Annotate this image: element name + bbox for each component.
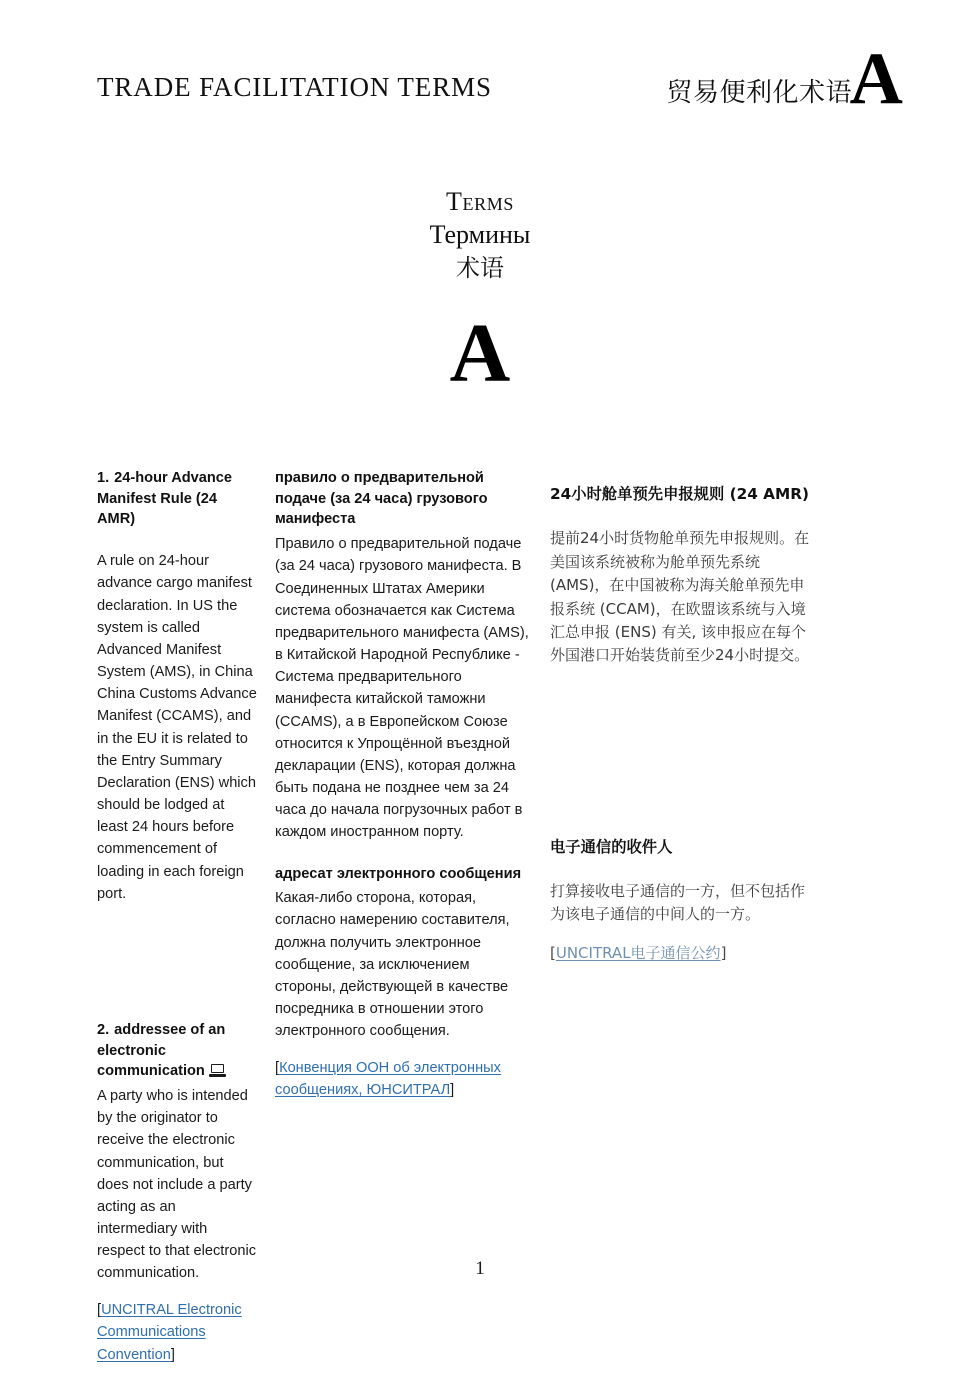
source-2-bracket-close-english: ] — [170, 1346, 175, 1363]
source-2-link-chinese[interactable]: UNCITRAL电子通信公约 — [555, 943, 721, 962]
definition-1-chinese: 提前24小时货物舱单预先申报规则。在美国该系统被称为舱单预先系统 (AMS)，在中国被称为海关舱单预先申报系统 (CCAM)，在欧盟该系统与入境汇总申报 (ENS) 有关, 该申报应在每个外国港口开始装货前至少24小时提交。 — [550, 529, 810, 665]
term-2-russian: адресат электронного сообщения — [275, 865, 522, 882]
glossary-entry-1-english — [97, 468, 257, 905]
term-1-english — [97, 468, 257, 530]
term-1-russian: правило о предварительной подаче (за 24 часа) грузового манифеста — [275, 470, 488, 528]
term-1-number: 1. — [97, 470, 110, 486]
column-english — [0, 468, 275, 1380]
glossary-entry-2-chinese — [550, 836, 810, 965]
source-2-english — [97, 1299, 257, 1366]
term-2-label-english: addressee of an electronic communication — [97, 1021, 226, 1080]
glossary-columns — [0, 468, 960, 1380]
term-2-chinese: 电子通信的收件人 — [550, 837, 673, 856]
source-2-link-russian[interactable]: Конвенция ООН об электронных сообщениях, ЮНСИТРАЛ — [275, 1060, 501, 1099]
laptop-icon — [209, 1064, 226, 1077]
laptop-base — [209, 1074, 226, 1076]
source-2-bracket-open-english: [ — [97, 1302, 102, 1319]
section-title-english: Terms — [446, 187, 514, 216]
running-title-chinese: 贸易便利化术语 — [666, 78, 852, 108]
page-number: 1 — [475, 1258, 485, 1279]
term-1-label-english: 24-hour Advance Manifest Rule (24 AMR) — [97, 470, 233, 528]
source-2-chinese — [550, 942, 810, 965]
definition-2-chinese: 打算接收电子通信的一方，但不包括作为该电子通信的中间人的一方。 — [550, 881, 806, 924]
section-title-russian: Термины — [429, 220, 531, 250]
source-2-link-english[interactable]: UNCITRAL Electronic Communications Convention — [97, 1302, 242, 1363]
term-2-english — [97, 1020, 257, 1082]
column-russian — [275, 468, 550, 1380]
term-1-chinese: 24小时舱单预先申报规则 (24 AMR) — [550, 485, 810, 504]
glossary-entry-1-russian — [275, 468, 532, 844]
definition-1-russian: Правило о предварительной подаче (за 24 часа) грузового манифеста. В Соединенных Штатах Америки система обозначается как Система предварительного манифеста (AMS), в Китайской Народной Республике - Система предварительного манифеста китайской таможни (CCAMS), а в Европейском Союзе относится к Упрощённой въездной декларации (ENS), которая должна быть подана не позднее чем за 24 часа до начала погрузочных работ в каждом иностранном порту. — [275, 536, 529, 841]
glossary-entry-2-russian — [275, 864, 532, 1102]
definition-2-english: A party who is intended by the originator to receive the electronic communication, but does not include a party acting as an intermediary with respect to that electronic communication. — [97, 1088, 256, 1282]
term-2-number: 2. — [97, 1021, 110, 1038]
source-2-russian — [275, 1057, 532, 1101]
source-2-bracket-open-chinese: [ — [550, 943, 556, 962]
source-2-bracket-close-chinese: ] — [720, 943, 727, 962]
section-letter-heading: A — [449, 307, 511, 400]
running-title-english: TRADE FACILITATION TERMS — [97, 72, 492, 102]
section-title-block — [0, 185, 960, 284]
glossary-entry-1-chinese — [550, 483, 810, 668]
page-header — [0, 0, 960, 150]
source-2-bracket-close-russian: ] — [450, 1082, 455, 1099]
column-chinese — [550, 468, 830, 1380]
definition-1-english: A rule on 24-hour advance cargo manifest declaration. In US the system is called Advanced Manifest System (AMS), in China China Customs Advance Manifest (CCAMS), and in the EU it is related to the Entry Summary Declaration (ENS) which should be lodged at least 24 hours before commencement of loading in each foreign port. — [97, 553, 257, 902]
glossary-entry-2-english — [97, 1020, 257, 1366]
laptop-screen — [211, 1064, 224, 1073]
source-2-bracket-open-russian: [ — [275, 1060, 280, 1077]
definition-2-russian: Какая-либо сторона, которая, согласно намерению составителя, должна получить электронное сообщение, за исключением стороны, действующей в качестве посредника в отношении этого электронного сообщения. — [275, 890, 510, 1040]
header-letter-marker: A — [849, 38, 903, 120]
section-title-chinese: 术语 — [456, 253, 504, 282]
